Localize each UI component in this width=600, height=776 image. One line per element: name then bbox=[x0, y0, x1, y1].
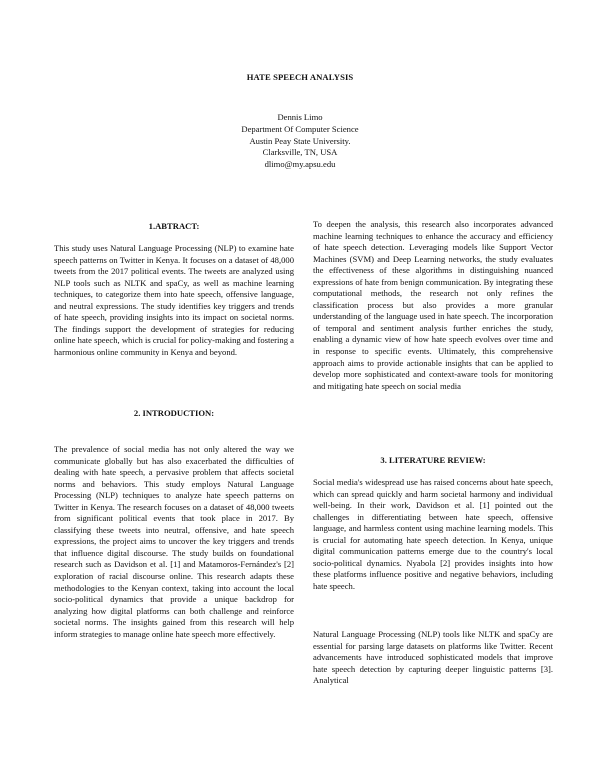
author-email: dlimo@my.apsu.edu bbox=[264, 159, 336, 170]
paper-title: HATE SPEECH ANALYSIS bbox=[246, 72, 354, 82]
literature-review-paragraph-2: Natural Language Processing (NLP) tools like NLTK and spaCy are essential for parsing large datasets on platforms like Twitter. Recent advancements have introduced sophisticated models that improve hate speech detection by capturing deeper linguistic patterns [3]. Analytical bbox=[313, 629, 553, 686]
literature-review-heading: 3. LITERATURE REVIEW: bbox=[380, 455, 486, 465]
introduction-text: The prevalence of social media has not only altered the way we communicate globally but has also exacerbated the difficulties of dealing with hate speech, a pervasive problem that affects societal norms and behaviors. This study employs Natural Language Processing (NLP) techniques to analyze hate speech patterns on Twitter in Kenya. The research focuses on a dataset of 48,000 tweets from significant political events that took place in 2017. By classifying these tweets into neutral, offensive, and hate speech expressions, the project aims to uncover the key triggers and trends that influence digital discourse. The study builds on foundational research such as Davidson et al. [1] and Matamoros-Fernández's [2] exploration of racial discourse online. This research adapts these methodologies to the Kenyan context, taking into account the local socio-political dynamics that provide a unique backdrop for analyzing how digital platforms can both challenge and reinforce societal norms. The insights gained from this research will help inform strategies to manage online hate speech more effectively. bbox=[54, 444, 294, 639]
author-university: Austin Peay State University. bbox=[249, 135, 351, 146]
abstract-text: This study uses Natural Language Processing (NLP) to examine hate speech patterns on Twitter in Kenya. It focuses on a dataset of 48,000 tweets from the 2017 political events. The tweets are analyzed using NLP tools such as NLTK and spaCy, as well as machine learning techniques, to categorize them into hate speech, offensive language, and neutral expressions. The study identifies key triggers and trends of hate speech, providing insights into its impact on societal norms. The findings support the development of strategies for reducing online hate speech, which is crucial for policy-making and fostering a harmonious online community in Kenya and beyond. bbox=[54, 243, 294, 357]
abstract-heading: 1.ABTRACT: bbox=[148, 221, 200, 231]
author-location: Clarksville, TN, USA bbox=[262, 147, 338, 158]
deeper-analysis-text: To deepen the analysis, this research also incorporates advanced machine learning techniques to enhance the accuracy and efficiency of hate speech detection. Leveraging models like Support Vector Machines (SVM) and Deep Learning networks, the study evaluates the effectiveness of these algorithms in distinguishing nuanced expressions of hate from benign communication. By integrating these computational methods, the research not only refines the classification process but also provides a more granular understanding of the language used in hate speech. The incorporation of temporal and sentiment analysis further enriches the study, enabling a dynamic view of how hate speech evolves over time and in response to specific events. Ultimately, this comprehensive approach aims to provide actionable insights that can be applied to develop more sophisticated and context-aware tools for monitoring and mitigating hate speech on social media bbox=[313, 219, 553, 391]
literature-review-paragraph-1: Social media's widespread use has raised concerns about hate speech, which can spread quickly and harm societal harmony and individual well-being. In their work, Davidson et al. [1] pointed out the challenges in differentiating between hate speech, offensive language, and harmless content using machine learning models. This is crucial for automating hate speech detection. In Kenya, unique digital communication patterns emerge due to the country's local socio-political dynamics. Nyabola [2] provides insights into how these platforms influence positive and negative behaviors, including hate speech. bbox=[313, 477, 553, 591]
author-department: Department Of Computer Science bbox=[241, 123, 359, 134]
introduction-heading: 2. INTRODUCTION: bbox=[133, 408, 215, 418]
author-block bbox=[0, 112, 600, 171]
author-name: Dennis Limo bbox=[277, 112, 323, 122]
